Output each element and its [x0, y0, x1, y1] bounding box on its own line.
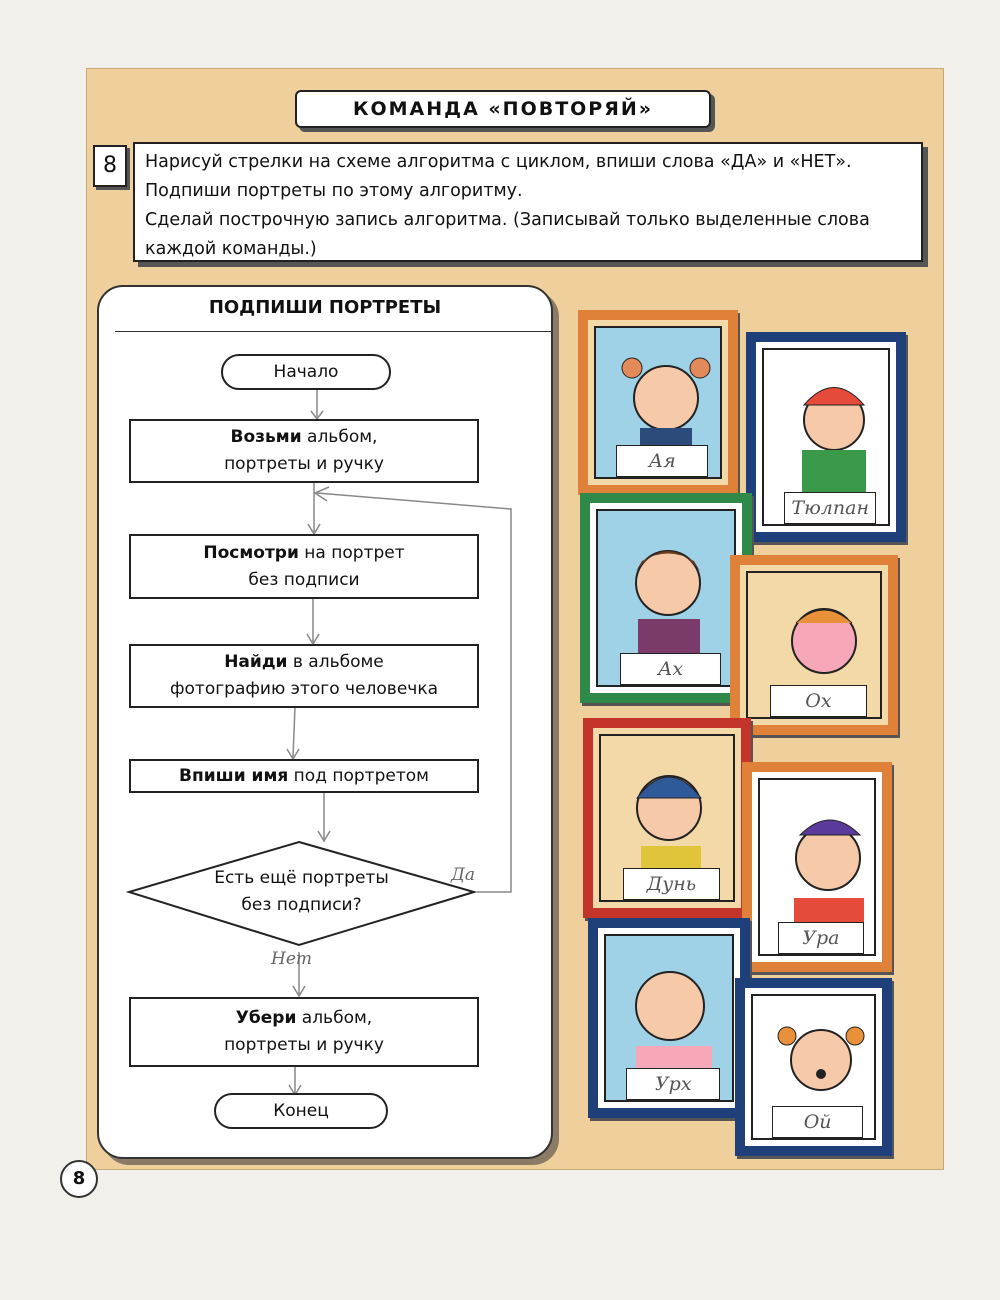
flowchart-panel	[97, 285, 553, 1159]
portrait-6	[742, 762, 892, 972]
step1-keyword: Возьми	[230, 427, 302, 447]
portrait-4	[730, 555, 898, 735]
portrait-2	[746, 332, 906, 542]
step-put-away	[129, 997, 479, 1067]
step3-text: в альбоме	[287, 652, 384, 672]
page-number: 8	[60, 1160, 98, 1198]
task-number-badge: 8	[93, 145, 127, 187]
task-line-4: каждой команды.)	[145, 239, 317, 259]
start-label: Начало	[273, 362, 339, 382]
step3-text-line2: фотографию этого человечка	[169, 679, 439, 699]
step2-text-line2: без подписи	[248, 569, 360, 590]
no-label: Нет	[271, 949, 313, 969]
step-find-photo	[129, 644, 479, 708]
end-label: Конец	[273, 1101, 329, 1121]
portrait-5	[583, 718, 751, 918]
step2-keyword: Посмотри	[203, 542, 299, 563]
task-line-2: Подпиши портреты по этому алгоритму.	[145, 181, 523, 201]
step-take-album	[129, 419, 479, 483]
portrait-8-name: Ой	[772, 1106, 862, 1138]
step-write-name	[129, 759, 479, 793]
portrait-3	[580, 493, 752, 703]
step1-text-line2: портреты и ручку	[224, 454, 384, 474]
yes-label: Да	[451, 865, 475, 885]
flowchart-heading: ПОДПИШИ ПОРТРЕТЫ	[208, 297, 442, 318]
portrait-1	[578, 310, 738, 495]
start-terminal	[221, 354, 391, 390]
arrow-step3-to-step4	[293, 707, 295, 757]
portrait-8	[735, 978, 892, 1156]
end-terminal	[214, 1093, 388, 1129]
final-text-line2: портреты и ручку	[224, 1035, 384, 1055]
portrait-7-name: Урх	[626, 1068, 720, 1100]
page-title: КОМАНДА «ПОВТОРЯЙ»	[295, 90, 711, 128]
portrait-1-name: Ая	[616, 445, 708, 477]
step4-text: под портретом	[288, 765, 429, 786]
portrait-3-name: Ах	[620, 653, 720, 685]
portrait-7	[588, 918, 750, 1118]
task-line-1: Нарисуй стрелки на схеме алгоритма с циклом, впиши слова «ДА» и «НЕТ».	[145, 152, 852, 172]
decision-line-2: без подписи?	[241, 895, 362, 915]
portrait-2-name: Тюлпан	[784, 492, 876, 524]
task-instructions	[133, 142, 923, 262]
step1-text: альбом,	[301, 427, 378, 447]
portrait-4-name: Ох	[770, 685, 868, 717]
decision-line-1: Есть ещё портреты	[214, 868, 389, 888]
step3-keyword: Найди	[224, 652, 288, 672]
final-keyword: Убери	[235, 1008, 297, 1028]
final-text: альбом,	[296, 1008, 373, 1028]
step2-text: на портрет	[298, 542, 405, 563]
step-look-portrait	[129, 534, 479, 599]
portrait-5-name: Дунь	[623, 868, 721, 900]
portrait-6-name: Ура	[778, 922, 864, 954]
task-line-3: Сделай построчную запись алгоритма. (Записывай только выделенные слова	[145, 210, 870, 230]
step4-keyword: Впиши имя	[179, 765, 289, 786]
decision-question	[189, 865, 414, 919]
